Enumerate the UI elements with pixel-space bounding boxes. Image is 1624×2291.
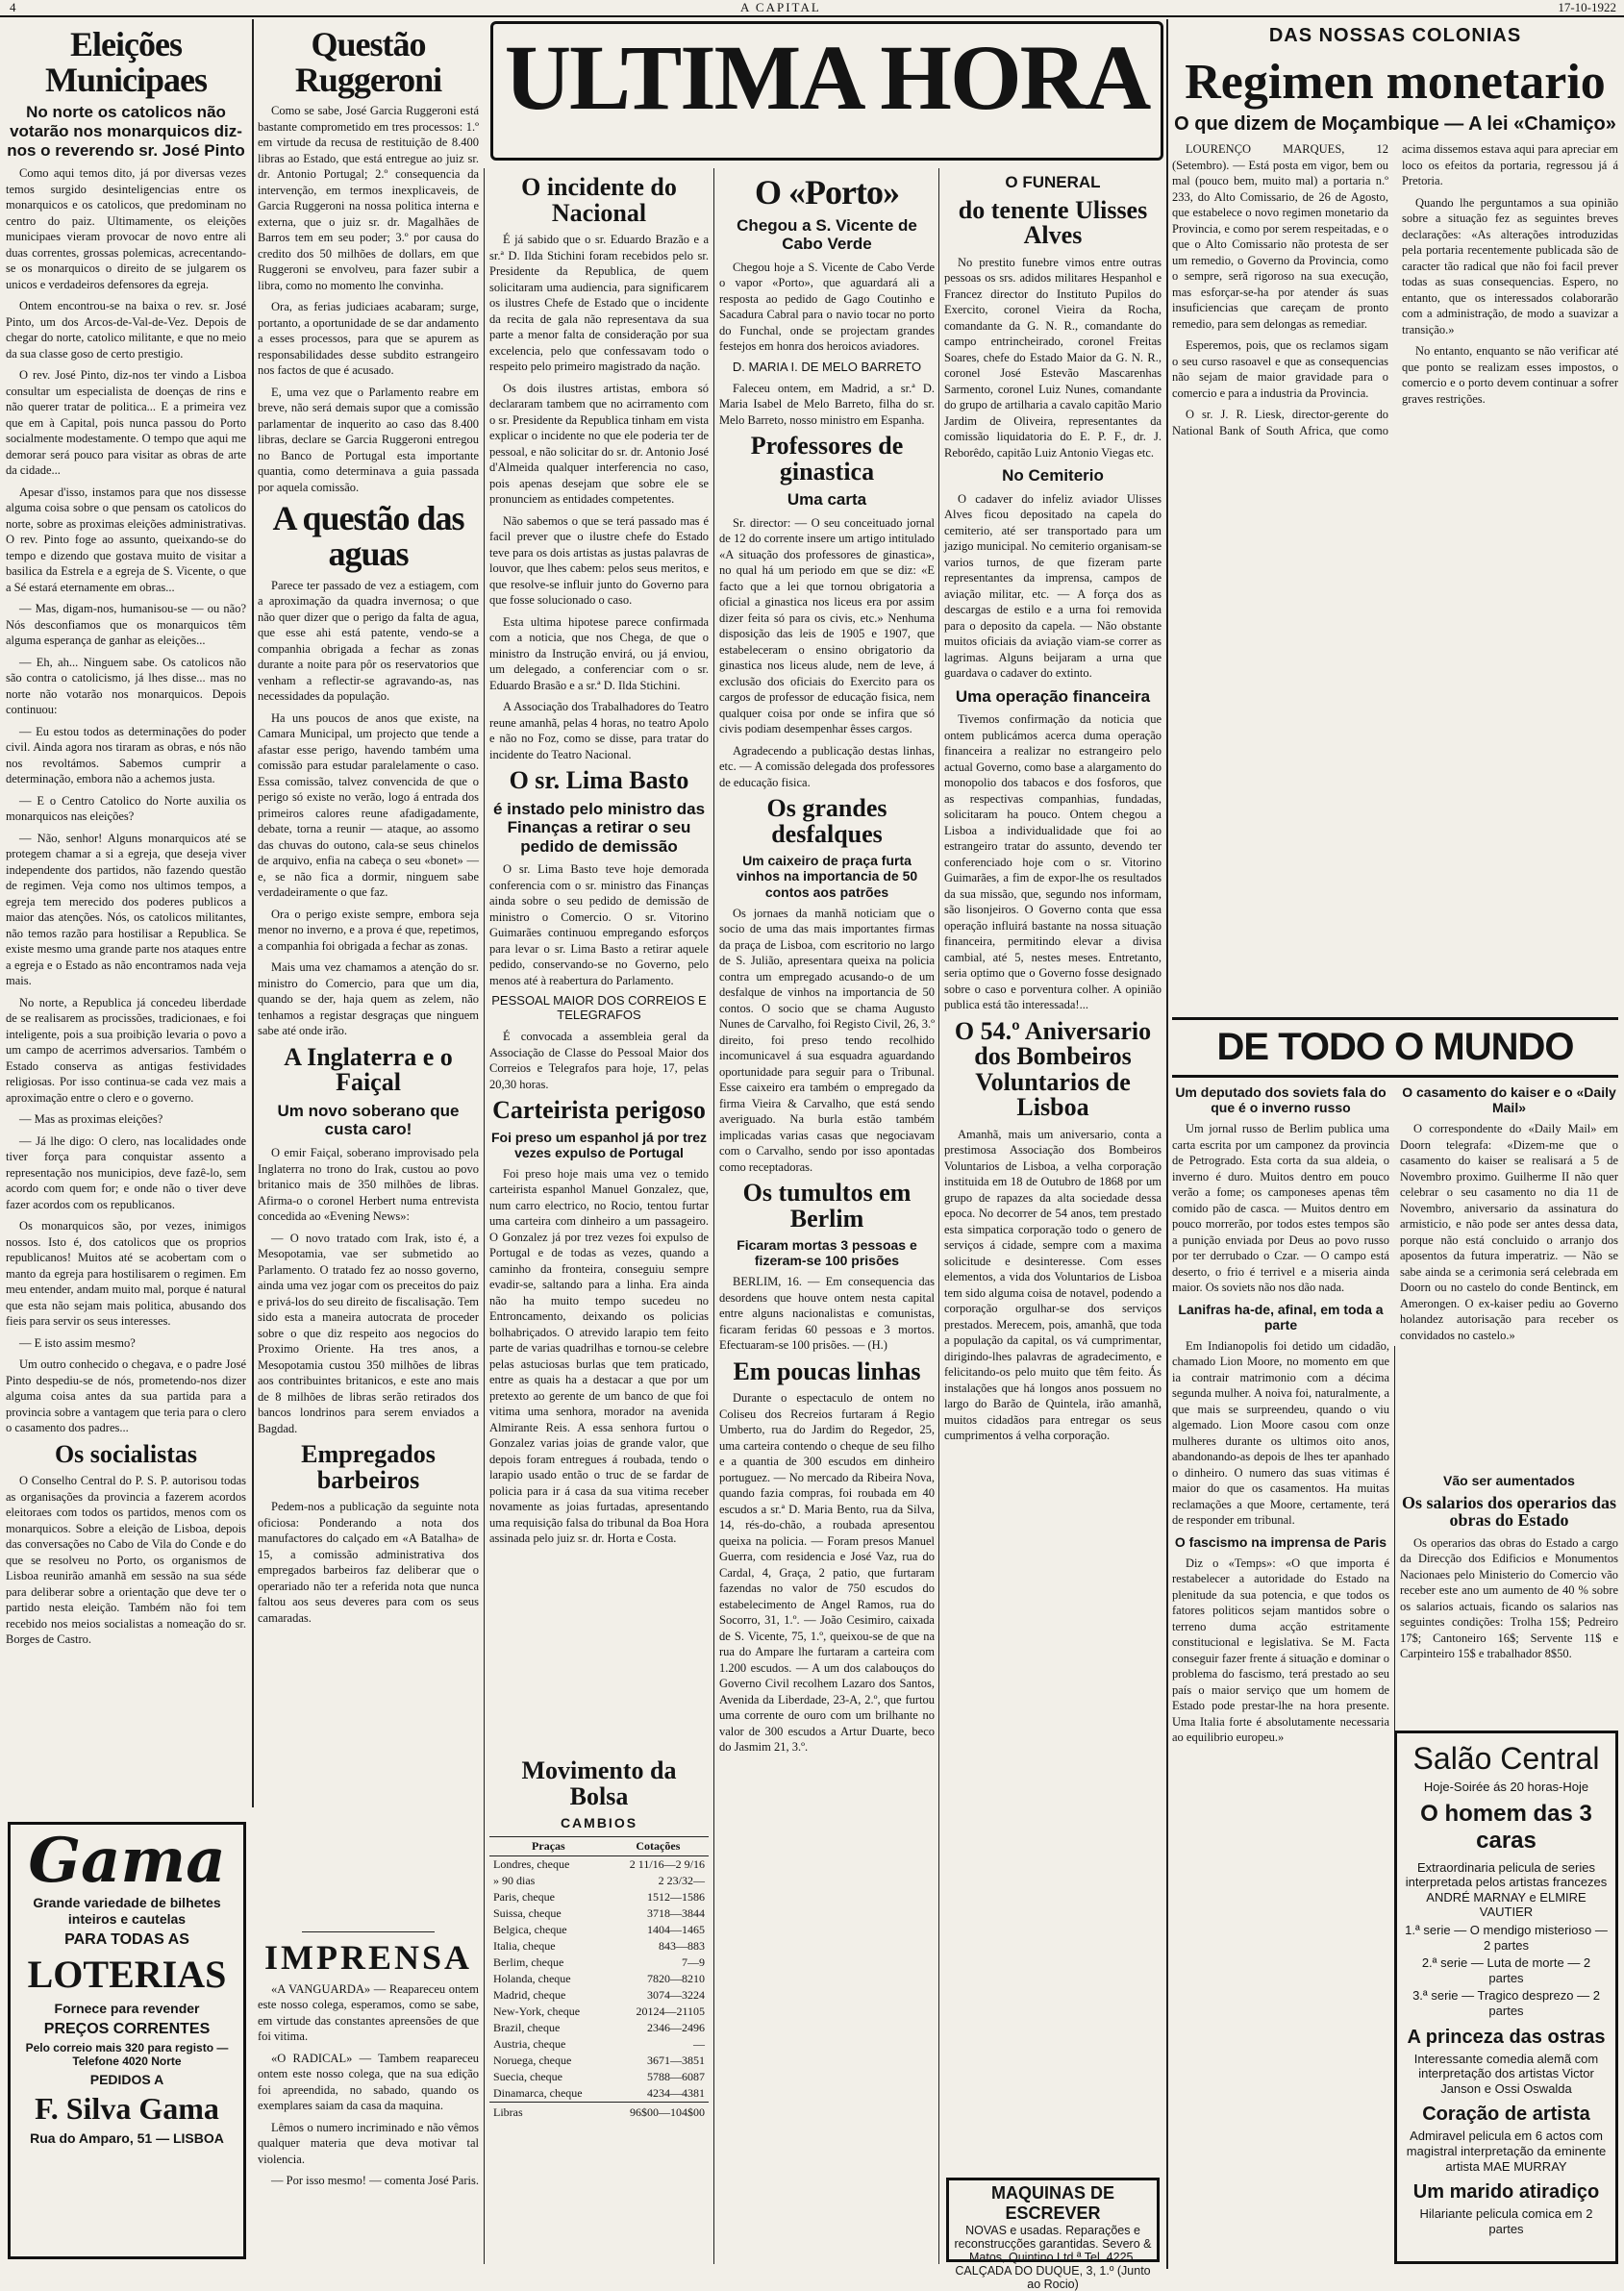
- table-row: [489, 2085, 709, 2103]
- table-cell: 2 23/32—: [658, 1874, 705, 1888]
- ad-line: PEDIDOS A: [89, 2071, 164, 2087]
- article-title-soviets: Um deputado dos soviets fala do que é o inverno russo: [1175, 1084, 1387, 1116]
- table-row: [489, 1922, 709, 1938]
- table-row: [489, 2036, 709, 2053]
- column-rule: [938, 168, 939, 2264]
- ad-line: Fornece para revender: [54, 2000, 200, 2016]
- table-cell: » 90 dias: [493, 1874, 536, 1888]
- column-rule: [252, 19, 254, 1807]
- paragraph: Apesar d'isso, instamos para que nos dissesse alguma coisa sobre o que pensam os catolicos do norte, sobre as proximas eleições administrativas. O rev. Pinto foge ao assunto, queixando-se do tempo e dizendo que gostava muito de visitar a basilica da Estrela e a egreja de S. Vicente, o que a Sé estará eternamente em obras...: [6, 485, 246, 594]
- paragraph: — Por isso mesmo! — comenta José Paris.: [271, 2174, 479, 2188]
- paragraph: Como se sabe, José Garcia Ruggeroni está bastante comprometido em tres processos: 1.º em virtude da recusa de restituição de 8.400 libras ao Estado, que está entregue ao juiz sr. dr. Antonio Portugal; 2.º consequencia da intervenção, em termos inexplicaveis, de Garcia Ruggeroni na nossa politica interna e externa, que o juiz sr. dr. Magalhães de Barros tem em seu poder; 3.º por causa do credito dos 50 milhões de dollars, em que Ruggeroni se envolveu, para fazer subir a libra, como no momento lhe convinha.: [258, 104, 479, 292]
- table-header: Cotações: [608, 1837, 709, 1856]
- paragraph: — Mas as proximas eleições?: [19, 1112, 163, 1127]
- article-title-bolsa: Movimento da Bolsa: [521, 1756, 677, 1810]
- world-news-left: [1172, 1083, 1389, 2265]
- article-title-poucas-linhas: Em poucas linhas: [733, 1357, 921, 1385]
- paragraph: Como aqui temos dito, já por diversas vezes temos surgido desinteligencias entre os monarquicos e os catolicos, que predominam no centro do paiz. Ultimamente, os eleições municipaes vieram provocar de novo entre ali duas correntes, grossas polemicas, acrecentando-se os monarquicos o direito de se julgarem os unicos e verdadeiros defensores da egreja.: [6, 166, 246, 291]
- table-cell: Paris, cheque: [493, 1890, 555, 1905]
- paragraph: Ontem encontrou-se na baixa o rev. sr. José Pinto, um dos Arcos-de-Val-de-Vez. Depois de chegar do norte, catolico militante, e que no meio da sua classe goso de certo prestigio.: [6, 299, 246, 361]
- paragraph: Os operarios das obras do Estado a cargo da Direcção dos Edificios e Monumentos Nacionaes pelo Ministerio do Comercio vão receber este ano um aumento de 40 % sobre os salarios actuais, ficando os salarios nas seguintes condições: Trolha 15$; Pedreiro 17$; Cantoneiro 16$; Servente 11$ e Carpinteiro 15$ e trabalhador 8$50.: [1400, 1535, 1618, 1661]
- article-title-financeira: Uma operação financeira: [955, 686, 1151, 706]
- table-cell: Holanda, cheque: [493, 1972, 571, 1986]
- ad-title: MAQUINAS DE ESCREVER: [990, 2183, 1114, 2223]
- paragraph: Esta ultima hipotese parece confirmada com a noticia, que nos Chega, de que o ministro da Instrução envirá, ou já enviou, um delegado, a conferenciar com o sr. Eduardo Brasão e a sr.ª D. Ilda Stichini.: [489, 614, 709, 692]
- masthead: ULTIMA HORA: [490, 21, 1163, 161]
- gama-logo: Gama: [28, 1825, 226, 1897]
- column-6: [1172, 23, 1618, 1013]
- paragraph: Ora, as ferias judiciaes acabaram; surge, portanto, a oportunidade de se dar andamento a esses processos, para que se apurem as responsabilidades desse subdito estrangeiro nos factos de que é acusado.: [258, 300, 479, 378]
- table-cell: 3671—3851: [647, 2054, 705, 2068]
- article-subtitle-desfalques: Um caixeiro de praça furta vinhos na importancia de 50 contos aos patrões: [736, 853, 918, 900]
- table-row: [489, 2103, 709, 2122]
- table-cell: Italia, cheque: [493, 1939, 556, 1954]
- table-cell: 20124—21105: [636, 2005, 705, 2019]
- paragraph: — Já lhe digo: O clero, nas localidades onde tiver força para conquistar assento a representação nos municipios, deve fazê-lo, sem acordo com quem for; e onde não o tiver deve fazer acordos com os republicanos.: [6, 1133, 246, 1211]
- table-cell: Dinamarca, cheque: [493, 2086, 583, 2101]
- serie-line: 1.ª serie — O mendigo misterioso — 2 partes: [1405, 1922, 1608, 1953]
- article-title-imprensa: IMPRENSA: [263, 1938, 472, 1977]
- article-subtitle-lima-basto: é instado pelo ministro das Finanças a retirar o seu pedido de demissão: [492, 799, 706, 856]
- paragraph: «O RADICAL» — Tambem reapareceu ontem este nosso colega, que na sua edição foi apreendida, no sabado, quando os exemplares saiam da casa da maquina.: [258, 2051, 479, 2113]
- table-row: [489, 1889, 709, 1905]
- table-cell: 843—883: [659, 1939, 705, 1954]
- paragraph: Os jornaes da manhã noticiam que o socio de uma das mais importantes firmas da praça de Lisboa, com escritorio no largo de S. Julião, apresentara queixa na policia contra um empregado acusando-o de um desfalque de vinhos na importancia de 50 contos. O socio que se chama Augusto Nunes de Carvalho, foi Registo Civil, 26, 3.º direito, foi preso tendo recolhido incomunicavel á sua esquadra aguardando oportunidade para seguir para o Tribunal. Esse caixeiro era também o empregado da firma Vieira & Carvalho, que está sendo averiguado. Na burla estão também implicadas varias casas que negociavam com o Carvalho, sendo por isso apontadas como receptadoras.: [719, 906, 935, 1174]
- article-title-fascismo: O fascismo na imprensa de Paris: [1174, 1533, 1387, 1550]
- paragraph: — Eh, ah... Ninguem sabe. Os catolicos não são contra o catolicismo, já lhes disse... mas no norte não votarão nos monarquicos. Depois continuou:: [6, 655, 246, 717]
- paragraph: Foi preso hoje mais uma vez o temido carteirista espanhol Manuel Gonzalez, que, num carro electrico, no Rocio, tentou furtar uma carteira com dinheiro a um passageiro. O Gonzalez já por trez vezes foi expulso de Portugal e de todas as vezes, quando a caminho da fronteira, conseguiu sempre evadir-se, saltando para a linha. Era ainda não ha muito tempo sucedeu no Entroncamento, deixando os policias bolhabriçados. O atrevido larapio tem feito parte de varias quadrilhas e tornou-se celebre pelas astuciosas burlas que tem praticado, entre as quais ha a destacar a que por um pretexto ao gerente de um banco de que foi vitima uma senhora, morador na avenida Almirante Reis. A essa senhora furtou o Gonzalez varias joias de grande valor, que depois foram entregues á roubada, tendo o larapio usado então o truc de se fardar de policia para ir á casa da sua vitima receber novamente as joias furtadas, apresentando uma requisição falsa do tribunal da Boa Hora assinada pelo juiz sr. dr. Horta e Costa.: [489, 1166, 709, 1546]
- column-rule: [713, 168, 714, 2264]
- feature-title: O homem das 3 caras: [1420, 1800, 1592, 1854]
- paragraph: No prestito funebre vimos entre outras pessoas os srs. adidos militares Hespanhol e Francez director do Instituto Pupilos do Exercito, coronel Vieira da Rocha, comandante da G. N. R., comandante do campo entrincheirado, coronel Freitas Soares, chefe do Estado Maior da G. N. R., coronel José Estevão Mascarenhas Sarmento, coronel Luiz Nunes, comandante do grupo de artilharia a cavalo capitão Mario Jardim de Oliveira, representantes da comissão liquidatoria do E. P. F., dr. J. Reborêdo, capitão Luiz Antonio Viegas etc.: [944, 255, 1162, 460]
- paragraph: O emir Faiçal, soberano improvisado pela Inglaterra no trono do Irak, custou ao povo britanico mais de 350 milhões de libras. Afirma-o o coronel Herbert numa entrevista concedida ao «Evening News»:: [258, 1146, 479, 1223]
- paragraph: Mais uma vez chamamos a atenção do sr. ministro do Comercio, para que um dia, quando se der, haja quem as zelem, não tenhamos a registar desgraças que ninguem sabe até onde irão.: [258, 960, 479, 1038]
- table-cell: 3074—3224: [647, 1988, 705, 2003]
- article-title-ginastica: Professores de ginastica: [750, 432, 904, 486]
- paragraph: E, uma vez que o Parlamento reabre em breve, não será demais supor que a comissão parlamentar de inquerito ao caso das 8.400 libras, declare se Garcia Ruggeroni entregou no Banco de Portugal esta importante quantia, como determinava a guia passada por aquela comissão.: [258, 385, 479, 494]
- table-cell: Madrid, cheque: [493, 1988, 566, 2003]
- article-title-ruggeroni: Questão Ruggeroni: [294, 25, 442, 99]
- ad-line: PARA TODAS AS: [64, 1930, 189, 1948]
- table-row: [489, 1955, 709, 1971]
- article-title-barbeiros: Empregados barbeiros: [301, 1440, 436, 1494]
- paragraph: Diz o «Temps»: «O que importa é restabelecer a autoridade do Estado na plenitude da sua potencia, e que todos os fatores politicos sejam mantidos sobre o terreno duma acção estritamente constitucional e legislativa. Se M. Facta conseguir fazer frente á situação e dominar o problema do fascismo, terá prestado ao seu país o maior serviço que um homem de Estado pode prestar-lhe na hora presente. Uma Italia forte é absolutamente necessaria ao equilibrio europeu.»: [1172, 1556, 1389, 1745]
- ad-line: LOTERIAS: [27, 1952, 227, 1996]
- paragraph: — E o Centro Catolico do Norte auxilia os monarquicos nas eleições?: [6, 793, 246, 824]
- paragraph: — Não, senhor! Alguns monarquicos até se protegem chamar a si a egreja, que deseja viver independente dos partidos, não fazendo questão de regimen. Veja como nos ultimos tempos, a egreja tem merecido dos poderes publicos a maior das atenções. Nós, os catolicos militantes, não temos razão para hostilisar a Republica. Se existe mesmo uma grande parte nos ataques entre a egreja e o Estado as não encontramos nada veja mais.: [6, 831, 246, 988]
- imprensa-section: [258, 1928, 479, 2264]
- table-header: Praças: [489, 1837, 608, 1856]
- ad-line: Rua do Amparo, 51 — LISBOA: [30, 2129, 224, 2146]
- typewriter-ad: [946, 2178, 1160, 2291]
- paragraph: O Conselho Central do P. S. P. autorisou todas as organisações da provincia a fazerem acordos eleitoraes com todos os partidos, menos com os monarquicos. Sobre a eleição de Lisboa, depois das conversações no Cabo de Vila do Conde e do que se resolveu no Porto, os organismos de Lisboa reunirão amanhã em sessão na sua séde para deliberar sobre a orientação que deve ter o partido nesta eleição. Também não foi tem recebido nos meios socialistas a nomeação do sr. Borges de Castro.: [6, 1474, 246, 1647]
- table-cell: 5788—6087: [647, 2070, 705, 2084]
- bolsa-section: [489, 1755, 709, 2264]
- article-title-kaiser: O casamento do kaiser e o «Daily Mail»: [1402, 1084, 1616, 1116]
- column-4: [719, 171, 935, 2264]
- film-desc: Hilariante pelicula comica em 2 partes: [1419, 2206, 1593, 2236]
- table-row: [489, 1856, 709, 1874]
- table-row: [489, 2020, 709, 2036]
- regimen-body: [1172, 141, 1618, 438]
- film-title: Coração de artista: [1422, 2104, 1590, 2126]
- article-title-operarios: Vão ser aumentados: [1443, 1473, 1575, 1488]
- paper-title: A CAPITAL: [740, 0, 821, 14]
- paragraph: Chegou hoje a S. Vicente de Cabo Verde o vapor «Porto», que aguardará ali a resposta ao pedido de Gago Coutinho e Sacadura Cabral para o navio tocar no porto do Funchal, onde se projectam grandes festejos em honra dos heroicos aviadores.: [719, 260, 935, 354]
- paragraph: «A VANGUARDA» — Reapareceu ontem este nosso colega, esperamos, como se sabe, em virtude das constantes apreensões de que foi vitima.: [258, 1981, 479, 2044]
- paragraph: Um jornal russo de Berlim publica uma carta escrita por um camponez da provincia de Petrogrado. Esta corta da sua aldeia, o inverno é duro. Muitos dentro em pouco verão a fome; os camponeses apenas têm comido pão de casca. — Muitos dentro em pouco morrerão, por todos estes tempos são a punição enviada por Deus ao povo russo por ter derrubado o Czar. — O campo está deserto, o frio é terrivel e a miseria ainda maior. Os soviets não nos dão nada.: [1172, 1122, 1389, 1295]
- table-cell: Noruega, cheque: [493, 2054, 572, 2068]
- gama-lottery-ad: [8, 1822, 246, 2259]
- table-row: [489, 2053, 709, 2069]
- article-title-porto: O «Porto»: [755, 173, 899, 212]
- world-news-banner: [1172, 1017, 1618, 1079]
- article-title-correios: PESSOAL MAIOR DOS CORREIOS E TELEGRAFOS: [491, 993, 707, 1023]
- paragraph: — O novo tratado com Irak, isto é, a Mesopotamia, vae ser submetido ao Parlamento. O tratado fez ao nosso governo, ainda uma vez jogar com os preceitos do paiz e privá-los do seu direito de fiscalisação. Tem sido esta a maneira autocrata de proceder sobre o que diz respeito aos negocios do Proximo Oriente. Ha tres anos, a Mesopotamia custou 350 milhões de libras aos contribuintes britanicos, e este ano mais de 8 milhões de libras serão retirados dos bancos londrinos para serem enviados a Bagdad.: [258, 1231, 479, 1435]
- paragraph: O correspondente do «Daily Mail» em Doorn telegrafa: «Dizem-me que o casamento do kaiser se realisará a 5 de Novembro proximo. Guilherme II não quer celebrar o seu casamento no dia 11 de Novembro, aniversario da assinatura do armisticio, e não pode ser antes dessa data, porque não está concluido o arranjo dos aposentos da futura imperatriz. — Não se sabe ainda se a cerimonia será celebrada em Doorn ou no castelo do conde Bentinck, em Amerongen. O ex-kaiser pediu ao Governo holandez autorisação para receber os convidados no castelo.»: [1400, 1122, 1618, 1342]
- table-cell: 2346—2496: [647, 2021, 705, 2035]
- table-cell: Brazil, cheque: [493, 2021, 561, 2035]
- column-2: [258, 23, 479, 1922]
- paragraph: Durante o espectaculo de ontem no Coliseu dos Recreios furtaram á Regio Umberto, rua do Jardim do Regedor, 25, uma carteira contendo o cheque de seu filho e a quantia de 300 escudos em dinheiro portuguez. — No mercado da Ribeira Nova, quando fazia compras, foi roubada em 40 escudos a sr.ª D. Maria Bento, rua da Silva, 14, rés-do-chão, a roubada apresentou queixa na policia. — Foram presos Manuel Guerra, com residencia e José Vaz, rua do Cardal, 4, Graça, 2 patio, que furtaram fazendas no valor de 750 escudos do estabelecimento de Angel Ramos, rua do Socorro, 31, 1.º. — João Cesimiro, caixada de S. Vicente, 75, 1.º, queixou-se de que na rua do Ampare lhe furtaram a carteira com 1.200 escudos. — A um dos calabouços do Governo Civil recolhem Lazaro dos Santos, Avenida da Liberdade, 23-A, 2.º, que furtou uma corrente de ouro com um brilhante no valor de 300 escudos a Artur Duarte, beco do Jasmim 21, 3.º.: [719, 1391, 935, 1755]
- paragraph: Parece ter passado de vez a estiagem, com a aproximação da quadra invernosa; o que não quer dizer que o perigo da falta de agua, que esse ahi está patente, vendo-se a companhia obrigada a fechar as zonas durante a noite para pôr os reservatorios que venham a reflectir-se agravando-as, nas necessidades da população.: [258, 578, 479, 704]
- paragraph: No entanto, enquanto se não verificar até que ponto se realizam esses impostos, o comercio e o porto devem continuar a sofrer graves restrições.: [1402, 344, 1618, 406]
- article-title-cemiterio: No Cemiterio: [1002, 466, 1104, 486]
- article-subtitle-berlim: Ficaram mortas 3 pessoas e fizeram-se 100 prisões: [737, 1237, 917, 1269]
- film-title: Um marido atiradiço: [1412, 2181, 1600, 2204]
- page-number: 4: [10, 0, 16, 14]
- feature-desc: Extraordinaria pelicula de series interpretada pelos artistas francezes ANDRÉ MARNAY e ELMIRE VAUTIER: [1405, 1859, 1608, 1920]
- table-row: [489, 1971, 709, 1987]
- paragraph: Sr. director: — O seu conceituado jornal de 12 do corrente insere um artigo intitulado «A situação dos professores de ginastica», no qual há um periodo em que se diz: «E facto que a lei que tornou obrigatoria a oficial a ginastica nos liceus era por assim dizer feita só para os civis, etc.» Nenhuma disposição das leis de 1905 e 1907, que estabeleceram o ensino obrigatorio da ginastica nos liceus alude, nem de leve, á exclusão dos oficiais do Exercito para os cargos de professor de educação fisica, nem qualquer coisa por onde se infira que só civis podiam desempenhar êsses cargos.: [719, 515, 935, 736]
- article-title-carteirista: Carteirista perigoso: [492, 1096, 706, 1125]
- page-header-bar: [0, 0, 1624, 17]
- paragraph: — E isto assim mesmo?: [19, 1335, 136, 1350]
- table-row: [489, 2069, 709, 2085]
- article-title-desfalques: Os grandes desfalques: [766, 794, 887, 848]
- article-subtitle-carteirista: Foi preso um espanhol já por trez vezes expulso de Portugal: [490, 1129, 708, 1160]
- paragraph: Amanhã, mais um aniversario, conta a prestimosa Associação dos Bombeiros Voluntarios de Lisboa, a velha corporação instituida em 18 de Outubro de 1868 por um grupo de rapazes da alta sociedade dessa epoca. No decorrer de 54 anos, tem prestado esta simpatica corporação todo o genero de serviços á cidade, sempre com a maxima solicitude e desinteresse. Com esses elementos, a vida dos Voluntarios de Lisboa tem sido alguma coisa de notavel, podendo a corporação orgulhar-se dos serviços prestados. Merecem, pois, amanhã, que toda a população da capital, os vá cumprimentar, dirigindo-lhes palavras de agradecimento, e felicitando-os pelo muito que têm feito. Ás instalações que há longos anos possuem no largo do Barão de Quintela, irão amanhã, muitos cidadãos para entregar os seus cumprimentos á velha corporação.: [944, 1127, 1162, 1443]
- paragraph: A Associação dos Trabalhadores do Teatro reune amanhã, pelas 4 horas, no teatro Apolo e não no Foz, como se disse, para tratar do incidente do Teatro Nacional.: [489, 700, 709, 761]
- film-desc: Interessante comedia alemã com interpretação dos artistas Victor Janson e Ossi Oswalda: [1413, 2051, 1599, 2096]
- salao-central-ad: [1394, 1731, 1618, 2264]
- article-title-berlim: Os tumultos em Berlim: [742, 1179, 912, 1233]
- divider: [302, 1931, 435, 1932]
- world-news-right: [1400, 1083, 1618, 1467]
- table-cell: 4234—4381: [647, 2086, 705, 2101]
- table-cell: Libras: [489, 2103, 608, 2122]
- article-title-bombeiros: O 54.º Aniversario dos Bombeiros Voluntarios de Lisboa: [954, 1016, 1152, 1122]
- bolsa-subtitle: CAMBIOS: [560, 1815, 638, 1831]
- table-row: [489, 1987, 709, 2004]
- banner-title: DE TODO O MUNDO: [1172, 1017, 1618, 1078]
- table-row: [489, 1873, 709, 1889]
- article-title-indiana: Lanifras ha-de, afinal, em toda a parte: [1178, 1301, 1384, 1332]
- table-cell: Berlim, cheque: [493, 1955, 564, 1970]
- article-title-aguas: A questão das aguas: [272, 499, 464, 574]
- table-cell: 7—9: [682, 1955, 705, 1970]
- paragraph: Em Indianopolis foi detido um cidadão, chamado Lion Moore, no momento em que ia contrair matrimonio com a décima segunda mulher. A noiva foi, naturalmente, a que mais se surpreendeu, quando o viu algemado. Lion Moore casou com onze mulheres durante os ultimos oito anos, abandonando-as depois de lhes ter apanhado o dinheiro. O numero das suas vitimas é maior do que os casamentos. Ha muitas reclamações a que Moore, certamente, terá de responder em tribunal.: [1172, 1338, 1389, 1528]
- paragraph: Quando lhe perguntamos a sua opinião sobre a situação fez as seguintes breves declarações: «As alterações introduzidas pela portaria recentemente publicada são de caracter tão radical que não foi facil prever todas as suas consequencias. Espero, no entanto, que os interessados colaborarão com a administração, de modo a suavizar a transição.»: [1402, 195, 1618, 336]
- soiree-line: Hoje-Soirée ás 20 horas-Hoje: [1423, 1780, 1589, 1794]
- column-5: [944, 171, 1162, 1623]
- column-3: [489, 171, 709, 1748]
- paragraph: Não sabemos o que se terá passado mas é facil prever que o ilustre chefe do Estado teve para os dois artistas as justas palavras de louvor, que lhes cabem: pelos seus meritos, e que resolve-se influir junto do Governo para que fosse solucionado o caso.: [489, 513, 709, 608]
- paragraph: Lêmos o numero incriminado e não vêmos qualquer materia que deva motivar tal violencia.: [258, 2120, 479, 2166]
- paragraph: Faleceu ontem, em Madrid, a sr.ª D. Maria Isabel de Melo Barreto, filha do sr. Melo Barreto, nosso ministro em Espanha.: [719, 381, 935, 427]
- column-rule: [1394, 1346, 1395, 1759]
- serie-line: 3.ª serie — Tragico desprezo — 2 partes: [1412, 1988, 1600, 2018]
- issue-date: 17-10-1922: [1558, 0, 1616, 14]
- article-subtitle-ginastica: Uma carta: [787, 490, 867, 510]
- article-subtitle-porto: Chegou a S. Vicente de Cabo Verde: [737, 215, 917, 254]
- article-title-socialistas: Os socialistas: [54, 1439, 198, 1468]
- paragraph: O sr. Lima Basto teve hoje demorada conferencia com o sr. ministro das Finanças ainda sobre o seu pedido de demissão de ministro o Comercio. O sr. Vitorino Guimarães continuou empregando esforços para levar o sr. Lima Basto a retirar aquele pedido, conservando-se no Governo, pelo menos até à reabertura do Parlamento.: [489, 862, 709, 987]
- table-cell: Londres, cheque: [493, 1857, 570, 1872]
- paragraph: LOURENÇO MARQUES, 12 (Setembro). — Está posta em vigor, bem ou mal (pouco bem, muito mal) a portaria n.º 233, do Alto Comissario, de 26 de Agosto, que estabelece o novo regimen monetario da Provincia, e como por serem respeitadas, e o que o Alto Comissario não protesta de ser um remedio, o Governo da Provincia, como o sempre, serã rigoroso na sua execução, mas esforçar-se-ha por atender ás suas insuficiencias que careçam de pronto remedio, para sem delongas as remediar.: [1172, 142, 1388, 331]
- table-cell: Suissa, cheque: [493, 1906, 562, 1921]
- article-title-lima-basto: O sr. Lima Basto: [509, 766, 689, 795]
- paragraph: Ha uns poucos de anos que existe, na Camara Municipal, um projecto que tende a afastar esse perigo, havendo também uma comissão para estudar paralelamente o caso. Essa comissão, talvez convencida de que o perigo só existe no verão, logo á entrada dos primeiros calores reune afadigadamente, debate, torna a reunir — ataque, ao assomo das chuvas do outono, cala-se seus chinelos de arquivo, enfia na cabeça o seu «bonet» — e, se não fica a dormir, ninguem sabe verdadeiramente o que faz.: [258, 710, 479, 900]
- article-title-funeral: O FUNERAL: [1005, 173, 1101, 191]
- table-cell: —: [693, 2037, 705, 2052]
- article-subtitle-eleicoes: No norte os catolicos não votarão nos monarquicos diz-nos o reverendo sr. José Pinto: [7, 103, 245, 160]
- film-desc: Admiravel pelicula em 6 actos com magistral interpretação da eminente artista MAE MURRAY: [1406, 2129, 1607, 2174]
- obituary-title: D. MARIA I. DE MELO BARRETO: [732, 359, 922, 374]
- table-cell: 1512—1586: [647, 1890, 705, 1905]
- table-row: [489, 2004, 709, 2020]
- article-subtitle-funeral: do tenente Ulisses Alves: [958, 195, 1148, 250]
- ad-line: NOVAS e usadas. Reparações e reconstrucções garantidas. Severo & Matos, Quintino Ltd.ª Tel. 4225.: [954, 2224, 1152, 2264]
- table-cell: Belgica, cheque: [493, 1923, 567, 1937]
- ad-line: PREÇOS CORRENTES: [43, 2020, 211, 2037]
- film-title: A princeza das ostras: [1407, 2026, 1606, 2048]
- article-subtitle-operarios: Os salarios dos operarios das obras do Estado: [1401, 1493, 1617, 1531]
- table-row: [489, 1905, 709, 1922]
- paragraph: — Eu estou todos as determinações do poder civil. Ainda agora nos tiraram as obras, e nós não nos revoltámos. Sabemos cumprir a determinação, embora não a achemos justa.: [6, 724, 246, 786]
- article-title-regimen: Regimen monetario: [1185, 55, 1606, 110]
- column-rule: [1166, 19, 1168, 2269]
- article-title-eleicoes: Eleições Municipaes: [44, 25, 207, 99]
- article-title-faical: A Inglaterra e o Faiçal: [284, 1042, 453, 1097]
- paragraph: — Mas, digam-nos, humanisou-se — ou não? Nós desconfiamos que os monarquicos têm alguma esperança de ganhar as eleições...: [6, 602, 246, 648]
- paragraph: No norte, a Republica já concedeu liberdade de se realisarem as procissões, tradicionaes, e foi inteligente, pois a sua proibição levaria o povo a um campo de acerrimos adversarios. Também o Estado conserva as antigas festividades religiosas. Por isso continua-se cada vez mais a aproximação entre o clero e o governo.: [6, 995, 246, 1105]
- article-subtitle-faical: Um novo soberano que custa caro!: [277, 1101, 460, 1139]
- table-cell: 2 11/16—2 9/16: [629, 1857, 705, 1872]
- table-row: [489, 1938, 709, 1955]
- column-1: [6, 23, 246, 1811]
- ad-line: Pelo correio mais 320 para registo — Telefone 4020 Norte: [25, 2040, 229, 2069]
- table-cell: 1404—1465: [647, 1923, 705, 1937]
- article-title-nacional: O incidente do Nacional: [521, 173, 677, 227]
- paragraph: Agradecendo a publicação destas linhas, etc. — A comissão delegada dos professores de educação fisica.: [719, 743, 935, 789]
- article-subtitle-regimen: O que dizem de Moçambique — A lei «Chamiço»: [1174, 113, 1616, 136]
- paragraph: O sr. J. R. Liesk, director-gerente do National Bank of South Africa, que como acima dissemos estava aqui para apreciar em loco os efeitos da portaria, regressou já á Pretoria.: [1172, 142, 1618, 437]
- table-cell: 96$00—104$00: [608, 2103, 709, 2122]
- paragraph: Ora o perigo existe sempre, embora seja menor no inverno, e a prova é que, repetimos, a companhia foi obrigada a fechar as zonas.: [258, 907, 479, 953]
- serie-line: 2.ª serie — Luta de morte — 2 partes: [1421, 1955, 1591, 1985]
- ad-line: F. Silva Gama: [35, 2091, 219, 2127]
- ad-line: Grande variedade de bilhetes inteiros e cautelas: [33, 1895, 221, 1927]
- paragraph: É convocada a assembleia geral da Associação de Classe do Pessoal Maior dos Correios e Telegrafos para hoje, 17, pelas 20,30 horas.: [489, 1030, 709, 1091]
- paragraph: Um outro conhecido o chegava, e o padre José Pinto despediu-se de nós, prometendo-nos dizer alguma coisa antes da sua partida para a provincia sobre a vantagem que teria para o clero o casamento dos padres...: [6, 1357, 246, 1435]
- paragraph: BERLIM, 16. — Em consequencia das desordens que houve ontem nesta capital entre alguns nacionalistas e comunistas, ficaram feridas 60 pessoas e 3 mortos. Efectuaram-se 100 prisões. — (H.): [719, 1275, 935, 1353]
- paragraph: Pedem-nos a publicação da seguinte nota oficiosa: Ponderando a nota dos manufactores do calçado em «A Batalha» de 15, a comissão administrativa dos empregados barbeiros faz deliberar que o operariado não ter a referida nota que nunca faltou aos seus deveres para com os seus camaradas.: [258, 1500, 479, 1625]
- masthead-area: [490, 21, 1163, 165]
- paragraph: O rev. José Pinto, diz-nos ter vindo a Lisboa consultar um especialista de doenças de rins e não querer tratar de politica... E a primeira vez que em à Capital, pois nunca passou do Porto socialmente modestamente. O tempo que aqui me demorar será pouco para visitar as obras de arte da cidade...: [6, 368, 246, 478]
- exchange-table: [489, 1836, 709, 2121]
- paragraph: Tivemos confirmação da noticia que ontem publicámos acerca duma operação financeira a realizar no estrangeiro pelo actual Governo, como base a alargamento do monopolio dos tabacos e dos fosforos, que as respectivas companhias, fundadas, solicitaram ha pouco. Ontem chegou a Lisboa a individualidade que foi ao estrangeiro tratar do assunto, devendo ter conferenciado hoje com o sr. Vitorino Guimarães, a fim de expor-lhe os resultados da sua missão, que, segundo nos informam, são lisonjeiros. O Governo conta que essa operação influirá bastante na nossa situação financeira, permitindo elevar a divisa cambial, até 5, nestes meses. Entretanto, seria optimo que o Governo fosse designado sobre o caso e porventura colher. A opinião publica está tão interessada!...: [944, 712, 1162, 1012]
- section-title: DAS NOSSAS COLONIAS: [1268, 25, 1522, 46]
- column-rule: [484, 168, 485, 2264]
- paragraph: Os monarquicos são, por vezes, inimigos nossos. Isto é, dos catolicos que os proprios republicanos! Muitos até se acobertam com o manto da egreja para hostilisarem o regimen. Em meu entender, andam muito mal, porque é natural que esta não sejam mais politica, abusando dos fieis para servir os seus interesses.: [6, 1219, 246, 1329]
- table-cell: Suecia, cheque: [493, 2070, 562, 2084]
- paragraph: O cadaver do infeliz aviador Ulisses Alves ficou depositado na capela do cemiterio, até ser transportado para um jazigo municipal. No cemiterio organisam-se varios turnos, de que fizeram parte representantes da imprensa, campos de aviação militar, etc. — A força dos as descargas de estilo e a urna foi removida para o deposito da capela. — Não obstante muitos oficiais da aviação viam-se correr as lagrimas. Alguns beijaram a urna que guardava o cadaver do extinto.: [944, 491, 1162, 681]
- table-cell: Austria, cheque: [493, 2037, 566, 2052]
- paragraph: Os dois ilustres artistas, embora só declararam tambem que no acirramento com o sr. Presidente da Republica tinham em vista explicar o incidente no que ele poderia ter de pessoal, e não solicitar do sr. dr. Antonio José d'Almeida qualquer interferencia no caso, pois apenas desejam que sobre ele se pronunciem as entidades competentes.: [489, 381, 709, 507]
- cinema-name: Salão Central: [1412, 1741, 1600, 1776]
- table-cell: 7820—8210: [647, 1972, 705, 1986]
- table-cell: New-York, cheque: [493, 2005, 581, 2019]
- paragraph: Esperemos, pois, que os reclamos sigam o seu curso rasoavel e que as consequencias não sejam de maior gravidade para o comercio e para a industria da Provincia.: [1172, 338, 1388, 400]
- table-cell: 3718—3844: [647, 1906, 705, 1921]
- operarios-section: [1400, 1471, 1618, 1716]
- ad-line: CALÇADA DO DUQUE, 3, 1.º (Junto ao Rocio): [955, 2264, 1151, 2291]
- paragraph: É já sabido que o sr. Eduardo Brazão e a sr.ª D. Ilda Stichini foram recebidos pelo sr. Presidente da Republica, de quem solicitaram uma audiencia, para significarem os ilustres Chefe de Estado que o incidente da recita de gala não representava da sua parte a menor falta de consideração por sua excelencia, pelo que confessavam todo o respeito pelo primeiro magistrado da nação.: [489, 233, 709, 374]
